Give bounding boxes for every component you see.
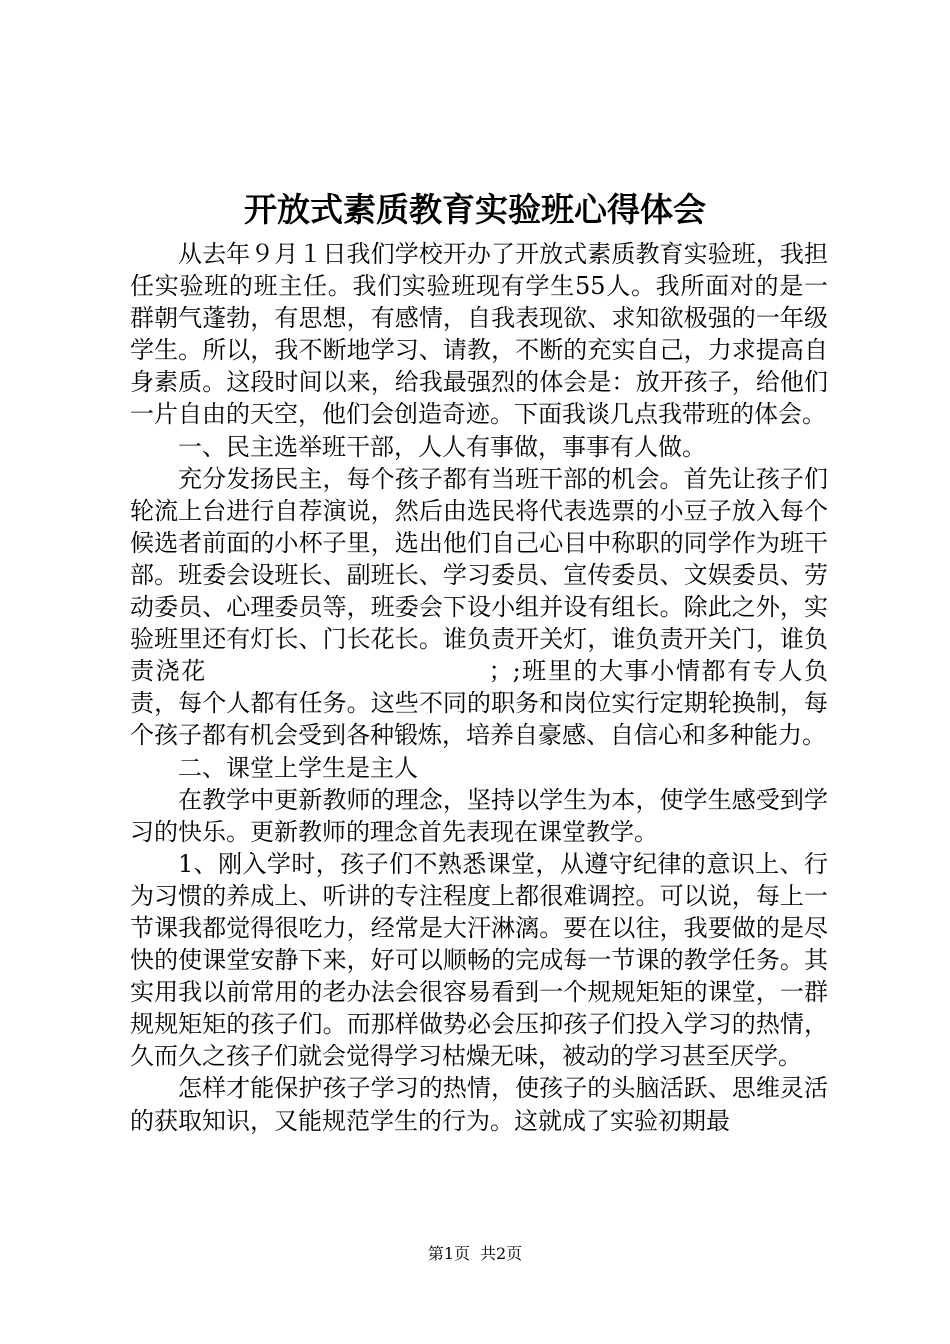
paragraph-question: 怎样才能保护孩子学习的热情，使孩子的头脑活跃、思维灵活的获取知识，又能规范学生的行为。这就成了实验初期最 — [130, 1074, 828, 1135]
page-footer — [0, 1242, 950, 1266]
page-number-current: 第1页 — [427, 1244, 470, 1263]
page-number-total: 共2页 — [480, 1244, 523, 1263]
document-title: 开放式素质教育实验班心得体会 — [244, 190, 706, 229]
paragraph-point-1: 1、刚入学时，孩子们不熟悉课堂，从遵守纪律的意识上、行为习惯的养成上、听讲的专注程度上都很难调控。可以说，每上一节课我都觉得很吃力，经常是大汗淋漓。要在以往，我要做的是尽快的使课堂安静下来，好可以顺畅的完成每一节课的教学任务。其实用我以前常用的老办法会很容易看到一个规规矩矩的课堂，一群规规矩矩的孩子们。而那样做势必会压抑孩子们投入学习的热情，久而久之孩子们就会觉得学习枯燥无味，被动的学习甚至厌学。 — [130, 849, 828, 1071]
section-heading-2: 二、课堂上学生是主人 — [178, 753, 418, 782]
document-body — [130, 238, 828, 1137]
paragraph-democracy: 充分发扬民主，每个孩子都有当班干部的机会。首先让孩子们轮流上台进行自荐演说，然后由选民将代表选票的小豆子放入每个候选者前面的小杯子里，选出他们自己心目中称职的同学作为班干部。班委会设班长、副班长、学习委员、宣传委员、文娱委员、劳动委员、心理委员等，班委会下设小组并设有组长。除此之外，实验班里还有灯长、门长花长。谁负责开关灯，谁负责开关门，谁负责浇花 ；;班里的大事小情都有专人负责，每个人都有任务。这些不同的职务和岗位实行定期轮换制，每个孩子都有机会受到各种锻炼，培养自豪感、自信心和多种能力。 — [130, 464, 828, 750]
paragraph-teaching-concept: 在教学中更新教师的理念，坚持以学生为本，使学生感受到学习的快乐。更新教师的理念首先表现在课堂教学。 — [130, 785, 828, 846]
section-heading-1: 一、民主选举班干部，人人有事做，事事有人做。 — [178, 432, 706, 461]
paragraph-intro: 从去年９月１日我们学校开办了开放式素质教育实验班，我担任实验班的班主任。我们实验班现有学生55人。我所面对的是一群朝气蓬勃，有思想，有感情，自我表现欲、求知欲极强的一年级学生。所以，我不断地学习、请教，不断的充实自己，力求提高自身素质。这段时间以来，给我最强烈的体会是：放开孩子，给他们一片自由的天空，他们会创造奇迹。下面我谈几点我带班的体会。 — [130, 240, 828, 429]
